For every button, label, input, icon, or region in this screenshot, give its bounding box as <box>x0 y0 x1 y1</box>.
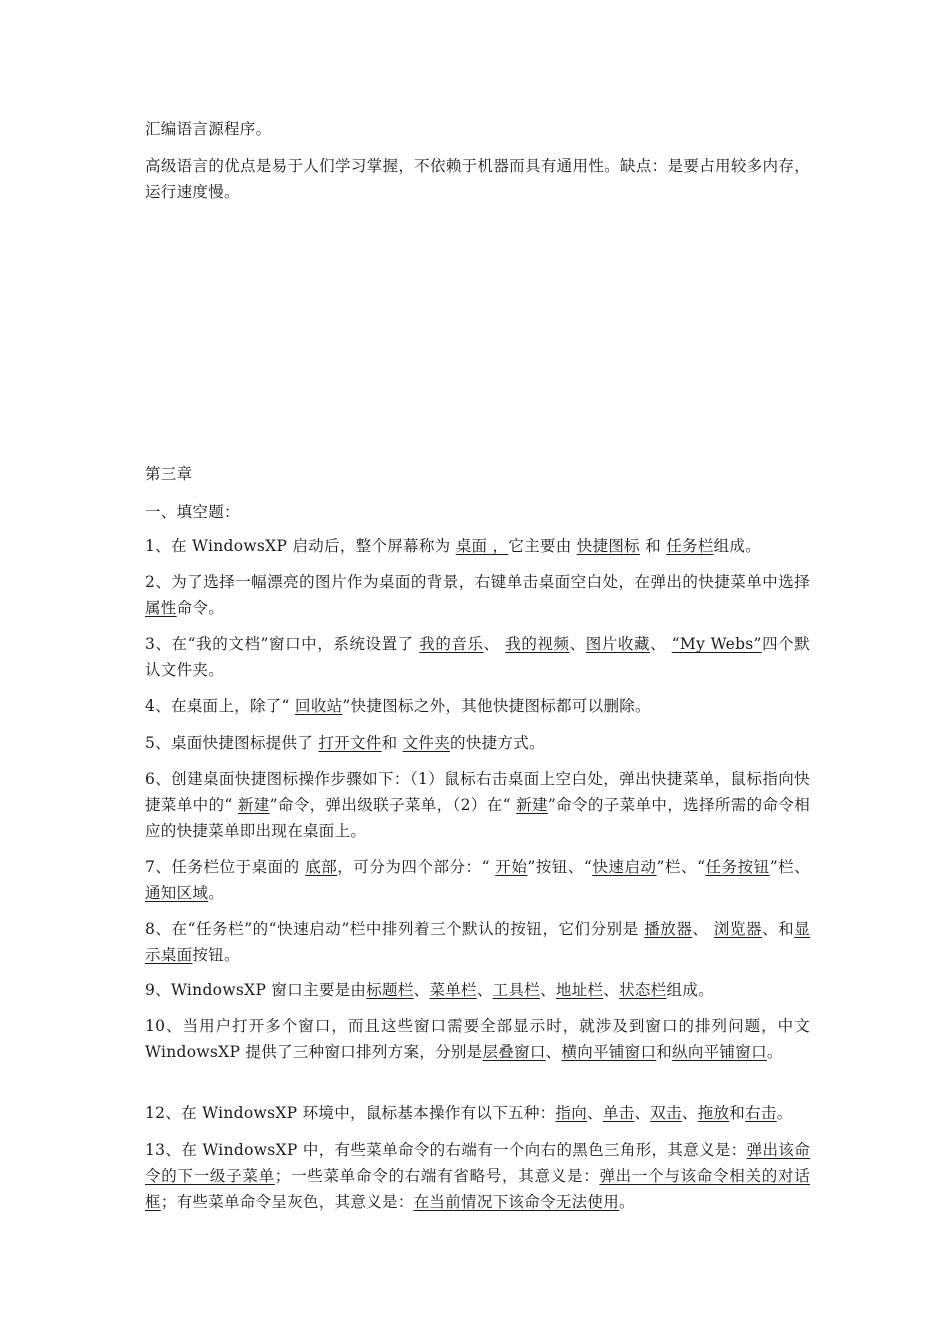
question-10 <box>145 1013 810 1065</box>
q-text: 8、在“任务栏”的“快速启动”栏中排列着三个默认的按钮，它们分别是 <box>145 920 645 938</box>
section-heading: 一、填空题： <box>145 503 240 521</box>
answer-blank: 新建 <box>237 796 270 814</box>
question-2 <box>145 569 810 621</box>
question-8 <box>145 916 810 968</box>
answer-blank: 右击 <box>745 1104 777 1122</box>
answer-blank: 打开文件 <box>318 734 382 752</box>
q-text: 和 <box>729 1104 746 1122</box>
q-text: 、 <box>587 1104 603 1122</box>
q-text: 3、在“我的文档”窗口中，系统设置了 <box>145 635 420 653</box>
q-text: 7、任务栏位于桌面的 <box>145 858 306 876</box>
answer-blank: 浏览器 <box>713 920 763 938</box>
q-text: 四个默认文件夹。 <box>145 635 811 679</box>
q-text: ”快捷图标之外，其他快捷图标都可以删除。 <box>342 697 651 715</box>
q-text: 。 <box>208 884 225 902</box>
answer-blank: 标题栏 <box>366 981 414 999</box>
answer-blank: 工具栏 <box>492 981 541 999</box>
q-text: 、 <box>681 1104 698 1122</box>
answer-blank: 任务按钮 <box>705 858 770 876</box>
question-7 <box>145 854 810 906</box>
answer-blank: 新建 <box>516 796 548 814</box>
q-text: 、 <box>569 635 586 653</box>
q-text: 2、为了选择一幅漂亮的图片作为桌面的背景，右键单击桌面空白处，在弹出的快捷菜单中选择 <box>145 573 810 591</box>
answer-blank: 地址栏 <box>555 981 604 999</box>
q-text: 、 <box>483 635 506 653</box>
q-text: ；一些菜单命令的右端有省略号，其意义是： <box>274 1167 600 1185</box>
answer-blank: 快捷图标 <box>576 537 640 555</box>
q-text: 、 <box>540 981 556 999</box>
q-text: 。 <box>619 1193 635 1211</box>
q-text: 、 <box>650 635 672 653</box>
chapter-title: 第三章 <box>145 465 193 483</box>
q-text: 、 <box>692 920 714 938</box>
answer-blank: 我的视频 <box>505 635 570 653</box>
q-text: 9、WindowsXP 窗口主要是由 <box>145 981 367 999</box>
q-text: 5、桌面快捷图标提供了 <box>145 734 319 752</box>
q-text: 和 <box>381 734 403 752</box>
answer-blank: 菜单栏 <box>429 981 477 999</box>
q-text: 4、在桌面上，除了“ <box>145 697 296 715</box>
q-text: ”栏、 <box>769 858 810 876</box>
q-text: ，可分为四个部分：“ <box>337 858 496 876</box>
q-text: 12、在 WindowsXP 环境中，鼠标基本操作有以下五种： <box>145 1104 556 1122</box>
answer-blank: 纵向平铺窗口 <box>672 1043 767 1061</box>
answer-blank: 在当前情况下该命令无法使用 <box>413 1193 620 1211</box>
q-text: ；有些菜单命令呈灰色，其意义是： <box>160 1193 414 1211</box>
q-text: ”按钮、“ <box>527 858 593 876</box>
q-text: 。 <box>776 1104 793 1122</box>
answer-blank: 文件夹 <box>402 734 451 752</box>
q-text: ”命令的子菜单中，选择所需的命令相应的快捷菜单即出现在桌面上。 <box>145 796 811 840</box>
question-3 <box>145 631 810 683</box>
answer-blank: 快速启动 <box>592 858 657 876</box>
q-text: 组成。 <box>713 537 762 555</box>
q-text: 、 <box>545 1043 562 1061</box>
q-text: 、 <box>476 981 493 999</box>
q-text: 组成。 <box>666 981 714 999</box>
answer-blank: 属性 <box>145 599 177 617</box>
answer-blank: 显示桌面 <box>145 920 810 964</box>
q-text: 的快捷方式。 <box>450 734 545 752</box>
answer-blank: 图片收藏 <box>585 635 651 653</box>
answer-blank: 我的音乐 <box>419 635 484 653</box>
question-13 <box>145 1137 810 1215</box>
answer-blank: “My Webs” <box>671 635 762 653</box>
question-1 <box>145 533 810 559</box>
question-9 <box>145 977 810 1003</box>
answer-blank: 通知区域 <box>145 884 209 902</box>
q-text: 。 <box>766 1043 783 1061</box>
answer-blank: 播放器 <box>644 920 693 938</box>
q-text: 6、创建桌面快捷图标操作步骤如下：（1）鼠标右击桌面上空白处，弹出快捷菜单，鼠标指向快捷菜单中的“ <box>145 770 810 814</box>
answer-blank: 拖放 <box>697 1104 730 1122</box>
text-paragraph-high-level-language: 高级语言的优点是易于人们学习掌握，不依赖于机器而具有通用性。缺点：是要占用较多内存，运行速度慢。 <box>145 157 810 201</box>
q-text: ”命令，弹出级联子菜单，（2）在“ <box>269 796 517 814</box>
q-text: 命令。 <box>176 599 225 617</box>
answer-blank: 弹出一个与该命令相关的对话框 <box>145 1167 810 1211</box>
answer-blank: 开始 <box>495 858 528 876</box>
q-text: 13、在 WindowsXP 中，有些菜单命令的右端有一个向右的黑色三角形，其意义是： <box>145 1141 747 1159</box>
q-text: 10、当用户打开多个窗口，而且这些窗口需要全部显示时，就涉及到窗口的排列问题，中文 WindowsXP 提供了三种窗口排列方案，分别是 <box>145 1017 810 1061</box>
q-text: ”栏、“ <box>656 858 706 876</box>
q-text: 它主要由 <box>508 537 577 555</box>
question-4 <box>145 693 810 719</box>
answer-blank: 单击 <box>602 1104 635 1122</box>
answer-blank: 状态栏 <box>619 981 667 999</box>
q-text: 、 <box>413 981 430 999</box>
q-text: 1、在 WindowsXP 启动后，整个屏幕称为 <box>145 537 456 555</box>
answer-blank: 桌面 ， <box>455 537 509 555</box>
answer-blank: 双击 <box>650 1104 682 1122</box>
question-6 <box>145 766 810 844</box>
text-line-assembly: 汇编语言源程序。 <box>145 120 272 138</box>
answer-blank: 任务栏 <box>666 537 714 555</box>
answer-blank: 回收站 <box>295 697 343 715</box>
q-text: 和 <box>639 537 667 555</box>
q-text: 、 <box>603 981 620 999</box>
q-text: 、和 <box>762 920 795 938</box>
q-text: 和 <box>656 1043 673 1061</box>
q-text: 按钮。 <box>192 946 240 964</box>
answer-blank: 层叠窗口 <box>482 1043 546 1061</box>
answer-blank: 弹出该命令的下一级子菜单 <box>145 1141 810 1185</box>
question-5 <box>145 730 810 756</box>
question-12 <box>145 1100 810 1126</box>
answer-blank: 横向平铺窗口 <box>561 1043 657 1061</box>
answer-blank: 底部 <box>305 858 338 876</box>
answer-blank: 指向 <box>555 1104 588 1122</box>
q-text: 、 <box>634 1104 651 1122</box>
